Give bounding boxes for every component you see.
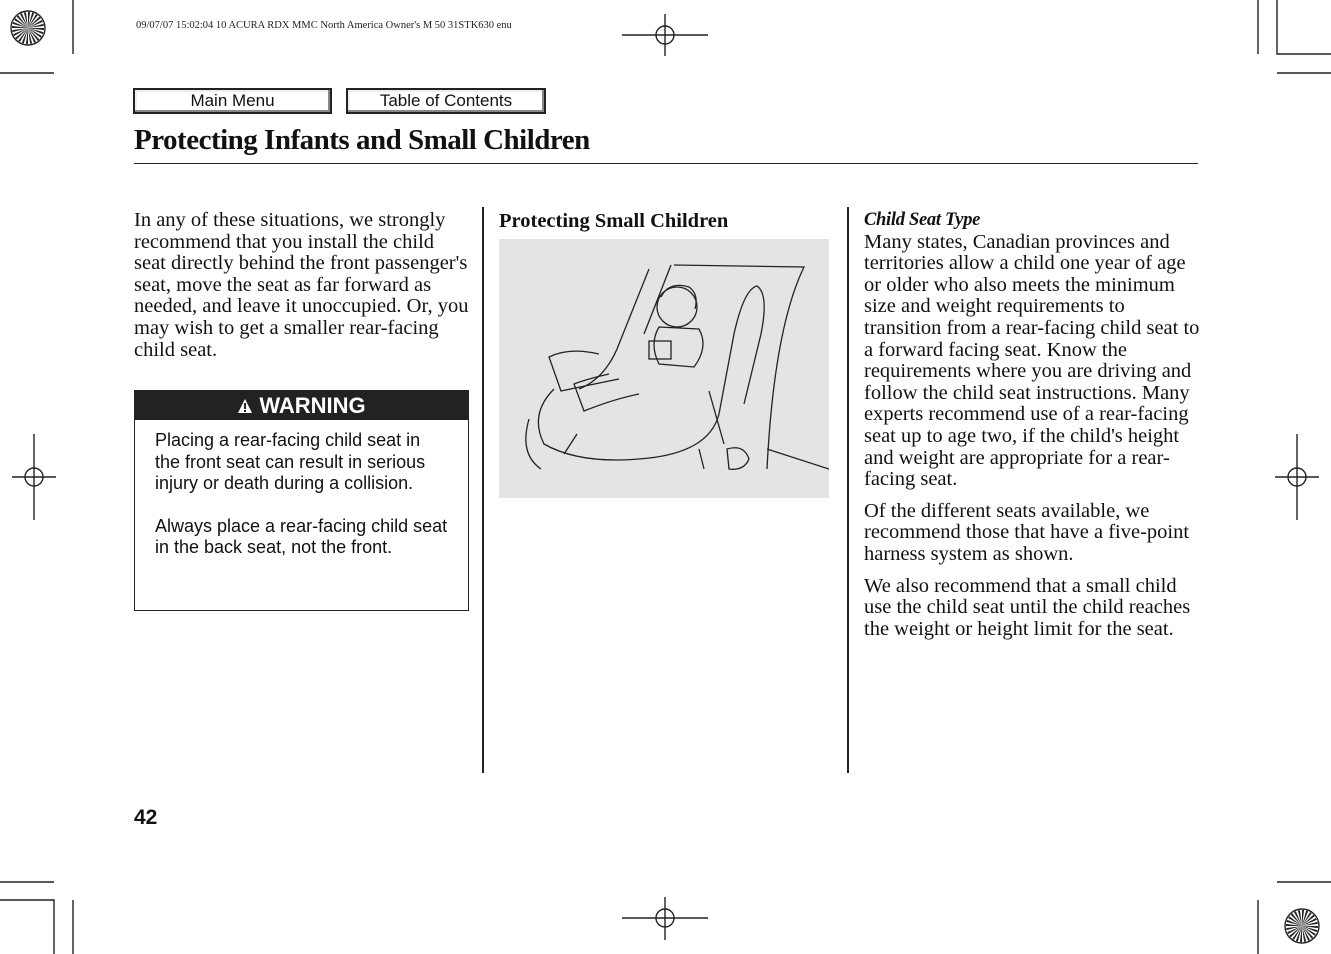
page-title: Protecting Infants and Small Children	[134, 124, 590, 156]
left-paragraph: In any of these situations, we strongly recommend that you install the child seat directly behind the front passenger's seat, move the seat as far forward as needed, and leave it unoccupied. Or, you may wish to get a smaller rear-facing child seat.	[134, 209, 469, 361]
left-column	[134, 210, 469, 361]
table-of-contents-button[interactable]: Table of Contents	[346, 88, 546, 114]
crosshair-mark-top	[622, 14, 708, 56]
warning-header	[135, 391, 468, 420]
warning-body	[135, 420, 468, 559]
print-job-info: 09/07/07 15:02:04 10 ACURA RDX MMC North America Owner's M 50 31STK630 enu	[136, 20, 512, 31]
right-paragraph-3: We also recommend that a small child use the child seat until the child reaches the weight or height limit for the seat.	[864, 574, 1191, 640]
warning-triangle-icon	[237, 398, 253, 414]
main-menu-button[interactable]: Main Menu	[133, 88, 332, 114]
warning-paragraph-2: Always place a rear-facing child seat in the back seat, not the front.	[155, 515, 448, 558]
section-heading: Protecting Small Children	[499, 210, 729, 232]
child-seat-type-subheading: Child Seat Type	[864, 210, 981, 230]
right-column	[864, 210, 1200, 650]
page-number: 42	[134, 806, 158, 829]
title-divider	[134, 163, 1198, 164]
starburst-mark-bottom-right	[1285, 909, 1319, 943]
crosshair-mark-right	[1275, 434, 1319, 520]
column-divider-1	[482, 207, 484, 773]
warning-paragraph-1: Placing a rear-facing child seat in the front seat can result in serious injury or death during a collision.	[155, 430, 426, 494]
right-paragraph-1: Many states, Canadian provinces and territories allow a child one year of age or older who also meets the minimum size and weight requirements to transition from a rear-facing child seat to a forward facing seat. Know the requirements where you are driving and follow the child seat instructions. Many experts recommend use of a rear-facing seat up to age two, if the child's height and weight are appropriate for a rear-facing seat.	[864, 230, 1200, 491]
warning-box	[134, 390, 469, 611]
crosshair-mark-bottom	[622, 897, 708, 940]
child-seat-figure	[499, 239, 829, 498]
column-divider-2	[847, 207, 849, 773]
crosshair-mark-left	[12, 434, 56, 520]
child-in-forward-facing-seat-illustration	[499, 239, 829, 498]
corner-crop-mark-top-right	[1258, 0, 1331, 73]
right-paragraph-2: Of the different seats available, we recommend those that have a five-point harness system as shown.	[864, 499, 1190, 565]
warning-label: WARNING	[259, 392, 366, 418]
corner-crop-mark-bottom-left	[0, 882, 73, 954]
starburst-mark-top-left	[11, 11, 45, 45]
